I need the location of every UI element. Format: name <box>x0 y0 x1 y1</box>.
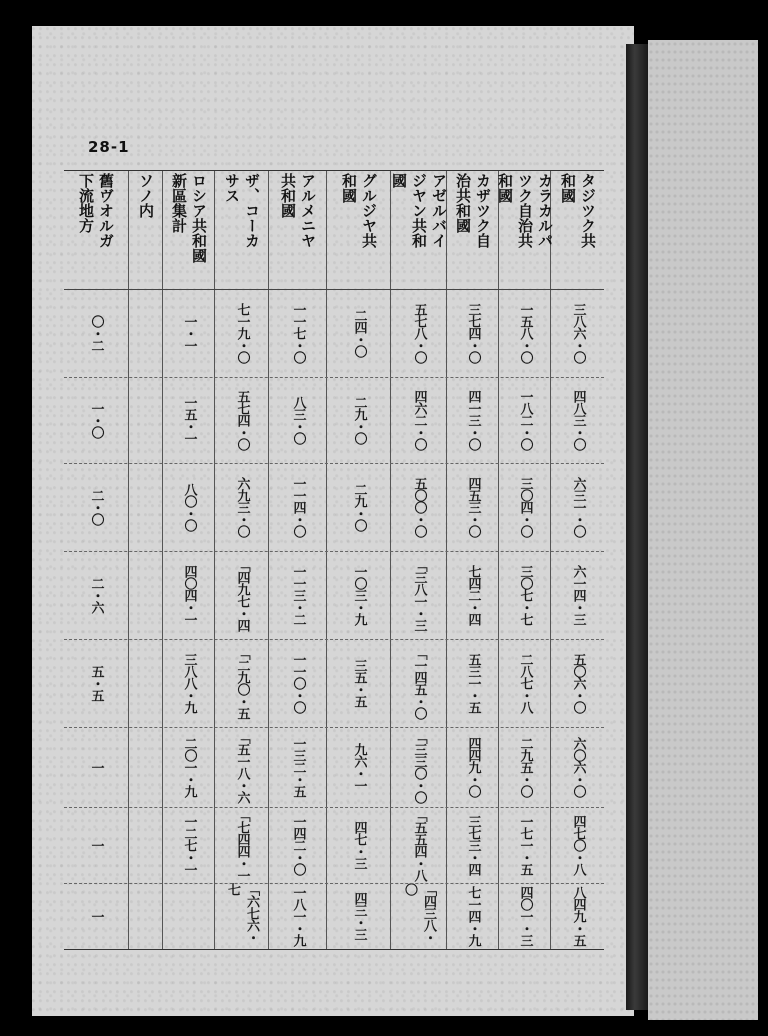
table-cell <box>129 289 163 377</box>
cell-value: 一一〇・〇 <box>290 653 306 713</box>
table-cell <box>129 551 163 639</box>
row-label-line: カザツク自 <box>474 173 492 248</box>
cell-value: 三五・五 <box>351 659 367 707</box>
row-label-line: ジヤン共和 <box>410 173 428 248</box>
cell-value: 七一四・九 <box>465 886 481 946</box>
row-label-line: ツク自治共 <box>516 173 534 248</box>
table-row <box>64 171 128 949</box>
cell-value: 一 <box>88 910 104 922</box>
table-cell <box>447 377 499 463</box>
cell-value: 四三・三 <box>351 892 367 940</box>
table-cell <box>447 727 499 807</box>
table-cell <box>447 551 499 639</box>
table-cell <box>447 639 499 727</box>
row-label-line: 舊ヴオルガ <box>97 173 115 248</box>
cell-value: 四七〇・八 <box>570 815 586 875</box>
table-cell <box>269 463 327 551</box>
cell-value: 一二七・一 <box>181 815 197 875</box>
table-cell <box>64 463 128 551</box>
table-cell <box>64 639 128 727</box>
table-cell <box>327 377 391 463</box>
table-cell <box>551 377 605 463</box>
row-label <box>129 173 163 287</box>
cell-value: 八三・〇 <box>290 396 306 444</box>
cell-value: 〇・二 <box>88 315 104 351</box>
row-label-line: 和國 <box>340 173 358 203</box>
cell-value: 四六二・〇 <box>411 390 427 450</box>
table-cell <box>327 463 391 551</box>
table-cell <box>269 883 327 949</box>
cell-value: 一一三・二 <box>290 565 306 625</box>
cell-value: 五三一・五 <box>465 653 481 713</box>
table-cell <box>163 289 215 377</box>
cell-value: 「四三八・〇 <box>402 883 436 943</box>
row-label-line: 治共和國 <box>454 173 472 233</box>
table-cell <box>391 377 447 463</box>
cell-value: 九六・一 <box>351 743 367 791</box>
cell-value: 五・五 <box>88 665 104 701</box>
cell-value: 四四九・〇 <box>465 737 481 797</box>
row-label <box>447 173 499 287</box>
table-cell <box>447 463 499 551</box>
table-cell <box>215 551 269 639</box>
cell-value: 一七一・五 <box>517 815 533 875</box>
table-row <box>162 171 215 949</box>
table-row <box>496 171 554 949</box>
table-cell <box>391 883 447 949</box>
table-cell <box>551 807 605 883</box>
row-label-line: 新區集計 <box>170 173 188 233</box>
cell-value: 四八三・〇 <box>570 390 586 450</box>
cell-value: 六一四・三 <box>570 565 586 625</box>
cell-value: 一八一・九 <box>290 886 306 946</box>
table-cell <box>129 377 163 463</box>
table-cell <box>391 463 447 551</box>
cell-value: 四五三・〇 <box>465 477 481 537</box>
table-cell <box>215 463 269 551</box>
table-cell <box>269 289 327 377</box>
table-row <box>326 171 391 949</box>
table-row <box>446 171 499 949</box>
table-cell <box>215 807 269 883</box>
table-cell <box>391 807 447 883</box>
cell-value: 二九五・〇 <box>517 737 533 797</box>
cell-value: 三八八・九 <box>181 653 197 713</box>
row-label <box>391 173 447 287</box>
table-cell <box>391 639 447 727</box>
table-cell <box>499 727 551 807</box>
table-row <box>128 171 163 949</box>
table-cell <box>499 883 551 949</box>
row-label-line: グルジヤ共 <box>360 173 378 248</box>
row-label-line: カラカルパ <box>536 173 554 248</box>
cell-value: 一・一 <box>181 315 197 351</box>
table-cell <box>391 289 447 377</box>
data-table <box>64 170 604 950</box>
table-cell <box>64 727 128 807</box>
table-cell <box>129 807 163 883</box>
table-cell <box>129 463 163 551</box>
table-cell <box>269 639 327 727</box>
table-cell <box>64 883 128 949</box>
cell-value: 三七三・四 <box>465 815 481 875</box>
table-cell <box>269 551 327 639</box>
cell-value: 「二九〇・五 <box>234 647 250 719</box>
cell-value: 三〇四・〇 <box>517 477 533 537</box>
table-cell <box>269 727 327 807</box>
table-cell <box>499 551 551 639</box>
cell-value: 「六七六・七 <box>225 883 259 943</box>
band-divider <box>64 551 604 552</box>
table-cell <box>327 883 391 949</box>
cell-value: 二九・〇 <box>351 483 367 531</box>
cell-value: 二・六 <box>88 577 104 613</box>
cell-value: 六三一・〇 <box>570 477 586 537</box>
row-label <box>163 173 215 287</box>
table-cell <box>129 727 163 807</box>
cell-value: 一五・一 <box>181 396 197 444</box>
table-cell <box>215 727 269 807</box>
cell-value: 一 <box>88 761 104 773</box>
table-cell <box>551 551 605 639</box>
table-cell <box>327 727 391 807</box>
table-cell <box>64 807 128 883</box>
cell-value: 一一七・〇 <box>290 303 306 363</box>
table-cell <box>163 551 215 639</box>
row-label-line: ロシア共和國 <box>190 173 208 263</box>
cell-value: 六〇六・〇 <box>570 737 586 797</box>
cell-value: 「七四四・一 <box>234 809 250 881</box>
table-cell <box>447 807 499 883</box>
row-label-line: ザ、コーカ <box>243 173 261 248</box>
table-row <box>268 171 327 949</box>
cell-value: 七一九・〇 <box>234 303 250 363</box>
table-cell <box>64 551 128 639</box>
table-cell <box>499 807 551 883</box>
cell-value: 二〇一・九 <box>181 737 197 797</box>
table-cell <box>327 639 391 727</box>
table-cell <box>269 377 327 463</box>
cell-value: 四〇四・一 <box>181 565 197 625</box>
cell-value: 七四二・四 <box>465 565 481 625</box>
cell-value: 六九三・〇 <box>234 477 250 537</box>
table-cell <box>163 377 215 463</box>
table-row <box>214 171 269 949</box>
cell-value: 一八二・〇 <box>517 390 533 450</box>
cell-value: 二・〇 <box>88 489 104 525</box>
cell-value: 二九・〇 <box>351 396 367 444</box>
table-cell <box>447 883 499 949</box>
table-cell <box>327 807 391 883</box>
row-label <box>551 173 605 287</box>
table-cell <box>215 639 269 727</box>
row-label-line: 共和國 <box>279 173 297 218</box>
band-divider <box>64 807 604 808</box>
cell-value: 一 <box>88 839 104 851</box>
table-cell <box>163 727 215 807</box>
table-cell <box>499 377 551 463</box>
row-label-line: ソノ内 <box>137 173 155 218</box>
cell-value: 五七八・〇 <box>411 303 427 363</box>
cell-value: 一五八・〇 <box>517 303 533 363</box>
cell-value: 八四九・五 <box>570 886 586 946</box>
row-label-line: タジツク共 <box>579 173 597 248</box>
table-cell <box>163 883 215 949</box>
cell-value: 「四九七・四 <box>234 559 250 631</box>
table-cell <box>551 727 605 807</box>
band-divider <box>64 727 604 728</box>
cell-value: 二四・〇 <box>351 309 367 357</box>
row-label <box>64 173 128 287</box>
table-cell <box>215 377 269 463</box>
cell-value: 「三八一・三 <box>411 559 427 631</box>
table-row <box>550 171 605 949</box>
cell-value: 一四二・〇 <box>290 815 306 875</box>
cell-value: 四〇一・三 <box>517 886 533 946</box>
row-label-line: 下流地方 <box>77 173 95 233</box>
table-cell <box>64 289 128 377</box>
table-cell <box>551 463 605 551</box>
row-label-line: アルメニヤ <box>299 173 317 248</box>
table-cell <box>129 639 163 727</box>
band-divider <box>64 883 604 884</box>
cell-value: 「五一八・六 <box>234 731 250 803</box>
band-divider <box>64 639 604 640</box>
table-cell <box>447 289 499 377</box>
row-label-line: 國 <box>390 173 408 188</box>
row-label <box>269 173 327 287</box>
table-cell <box>163 639 215 727</box>
book-spine <box>626 44 648 1010</box>
cell-value: 「三三〇・〇 <box>411 731 427 803</box>
table-row <box>390 171 447 949</box>
row-label-line: アゼルバイ <box>430 173 448 248</box>
cell-value: 五〇六・〇 <box>570 653 586 713</box>
cell-value: 八〇・〇 <box>181 483 197 531</box>
cell-value: 四一三・〇 <box>465 390 481 450</box>
band-divider <box>64 463 604 464</box>
cell-value: 「一四五・〇 <box>411 647 427 719</box>
row-label-line: 和國 <box>496 173 514 203</box>
cell-value: 四七・三 <box>351 821 367 869</box>
cell-value: 二八七・八 <box>517 653 533 713</box>
table-cell <box>499 289 551 377</box>
table-cell <box>391 551 447 639</box>
row-label-line: サス <box>223 173 241 203</box>
table-cell <box>551 883 605 949</box>
cell-value: 三七四・〇 <box>465 303 481 363</box>
table-cell <box>215 289 269 377</box>
table-cell <box>129 883 163 949</box>
cell-value: 五〇〇・〇 <box>411 477 427 537</box>
row-label-line: 和國 <box>559 173 577 203</box>
cell-value: 一一四・〇 <box>290 477 306 537</box>
cell-value: 五七四・〇 <box>234 390 250 450</box>
row-label <box>496 173 554 287</box>
table-cell <box>499 463 551 551</box>
table-cell <box>163 463 215 551</box>
cell-value: 三〇七・七 <box>517 565 533 625</box>
cell-value: 三八六・〇 <box>570 303 586 363</box>
table-cell <box>499 639 551 727</box>
table-cell <box>327 551 391 639</box>
table-cell <box>269 807 327 883</box>
row-label <box>327 173 391 287</box>
cell-value: 一・〇 <box>88 402 104 438</box>
table-cell <box>391 727 447 807</box>
band-divider <box>64 289 604 290</box>
table-cell <box>327 289 391 377</box>
band-divider <box>64 377 604 378</box>
cell-value: 一〇三・九 <box>351 565 367 625</box>
table-cell <box>551 639 605 727</box>
table-cell <box>551 289 605 377</box>
row-label <box>215 173 269 287</box>
cell-value: 「五五四・八 <box>411 809 427 881</box>
table-cell <box>163 807 215 883</box>
table-cell <box>64 377 128 463</box>
page-number: 28-1 <box>88 138 130 156</box>
table-cell <box>215 883 269 949</box>
cell-value: 一三二・五 <box>290 737 306 797</box>
adjacent-page <box>648 40 758 1020</box>
